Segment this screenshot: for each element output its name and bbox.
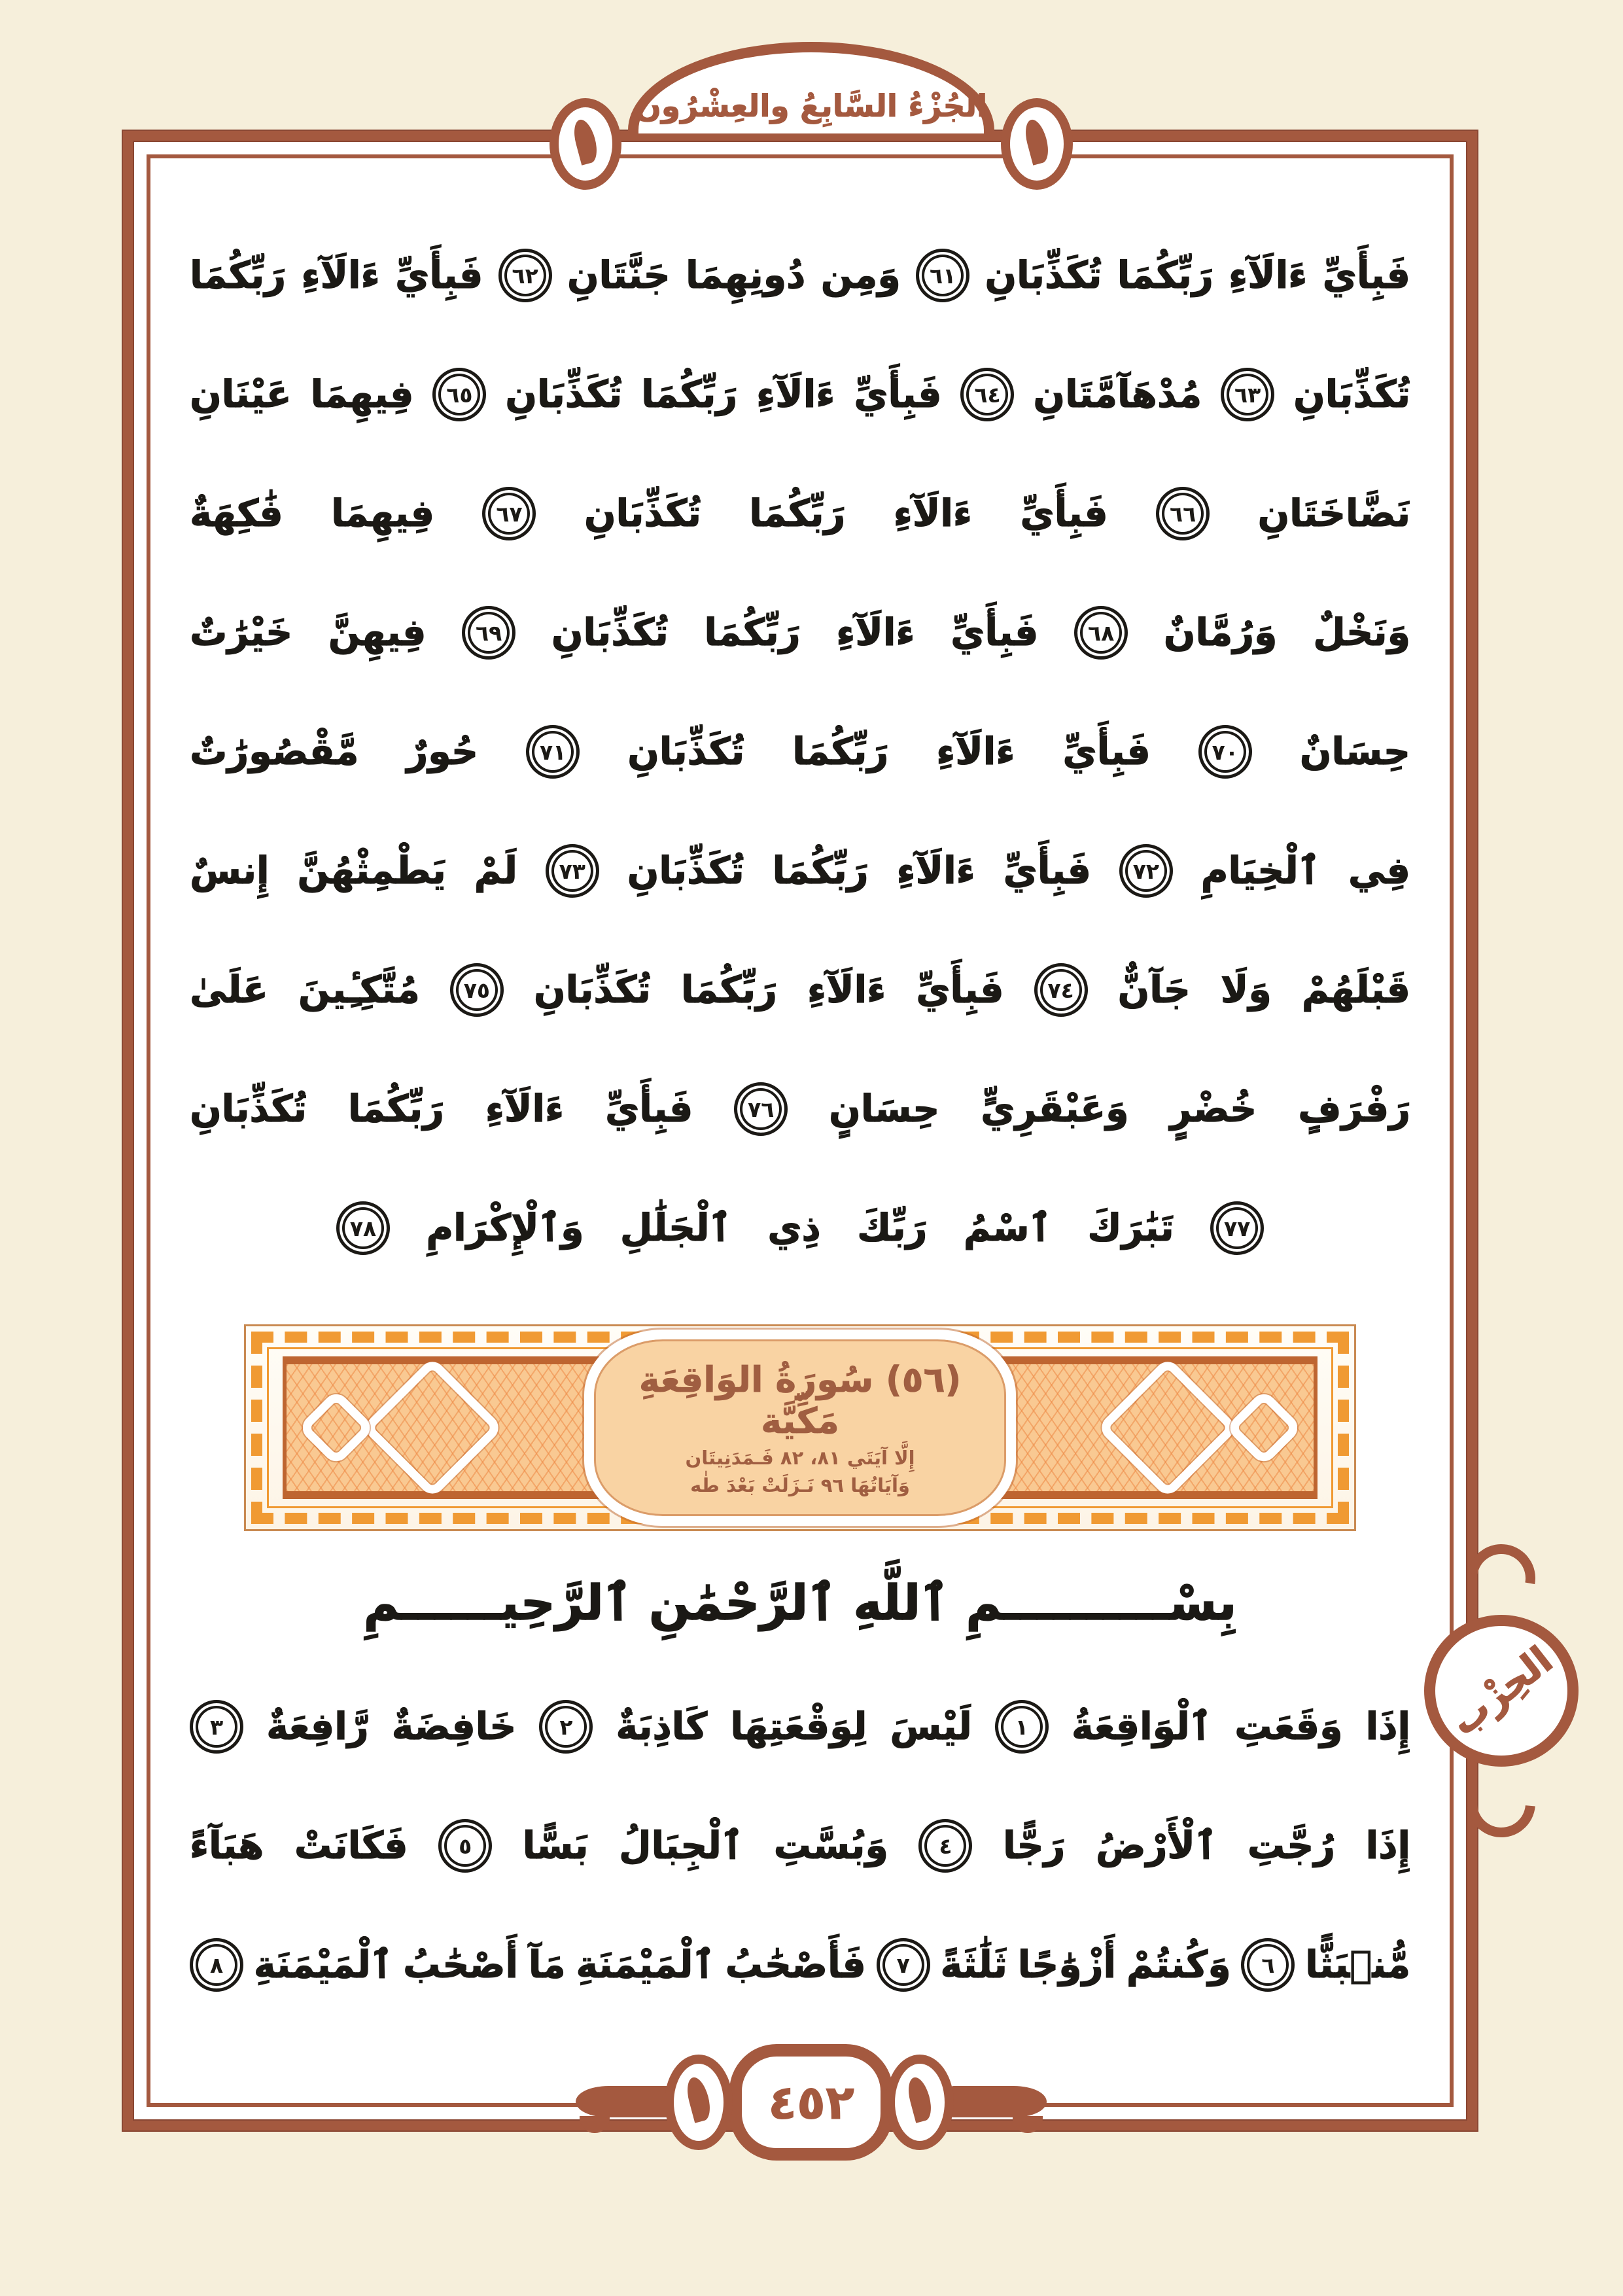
aya-number-marker: ٦٥ xyxy=(432,368,486,421)
quran-word: رَبِّكُمَا xyxy=(704,611,801,654)
paisley-icon xyxy=(905,2075,935,2123)
quran-word: لِوَقْعَتِهَا xyxy=(730,1705,867,1748)
quran-word: مَّقْصُورَٰتٌ xyxy=(190,730,359,773)
quran-word: فَبِأَيِّ xyxy=(1062,730,1151,773)
aya-number-marker: ٤ xyxy=(918,1819,972,1873)
quran-word: رَبِّكُمَا xyxy=(190,254,287,297)
text-area xyxy=(150,158,1450,2103)
quran-line xyxy=(190,1050,1410,1169)
quran-word: جَآنٌّ xyxy=(1117,968,1191,1012)
quran-word: خَافِضَةٌ xyxy=(391,1705,517,1748)
quran-word: فِيهِنَّ xyxy=(328,611,427,654)
quran-word: أَصْحَٰبُ xyxy=(403,1943,519,1987)
quran-word: قَبْلَهُمْ xyxy=(1301,968,1410,1012)
quran-word: مُدْهَآمَّتَانِ xyxy=(1033,373,1202,416)
quran-word: إِنسٌ xyxy=(190,849,270,892)
aya-number-marker: ٧٢ xyxy=(1119,844,1173,898)
quran-word: ءَالَآءِ xyxy=(1229,254,1308,297)
aya-number-marker: ٥ xyxy=(438,1819,492,1873)
scroll-ornament-bottom xyxy=(1454,1756,1550,1852)
paisley-icon xyxy=(570,117,601,165)
quran-word: عَلَىٰ xyxy=(190,968,268,1012)
quran-word: تُكَذِّبَانِ xyxy=(627,849,744,892)
quran-word: خَيْرَٰتٌ xyxy=(190,611,293,654)
quran-word: ٱلْوَاقِعَةُ xyxy=(1072,1705,1212,1748)
aya-number-marker: ٦١ xyxy=(916,249,969,302)
quran-word: ءَالَآءِ xyxy=(893,492,973,535)
surah-banner xyxy=(244,1324,1356,1531)
quran-word: رَبِّكُمَا xyxy=(792,730,889,773)
quran-line xyxy=(190,454,1410,573)
bismillah: بِسْــــــــــمِ ٱللَّهِ ٱلرَّحْمَٰنِ ٱلرَّحِيــــــمِ xyxy=(363,1575,1237,1631)
aya-number-marker: ٧٣ xyxy=(546,844,599,898)
quran-line xyxy=(190,573,1410,692)
quran-word: وَقَعَتِ xyxy=(1234,1705,1343,1748)
aya-number-marker: ٧٤ xyxy=(1034,963,1088,1017)
quran-word: ٱسْمُ xyxy=(963,1207,1051,1250)
quran-word: تُكَذِّبَانِ xyxy=(190,1087,307,1131)
quran-word: ٱلْمَيْمَنَةِ xyxy=(253,1943,393,1987)
inner-border xyxy=(147,154,1454,2107)
aya-number-marker: ٦٤ xyxy=(960,368,1014,421)
aya-number-marker: ٧٨ xyxy=(336,1201,390,1255)
quran-word: ذِي xyxy=(767,1207,821,1250)
header-ornament-left xyxy=(550,98,621,190)
quran-word: خُضْرٍ xyxy=(1170,1087,1257,1131)
quran-word: ءَالَآءِ xyxy=(896,849,975,892)
quran-word: ٱلْجَلَٰلِ xyxy=(620,1207,731,1250)
quran-word: فَبِأَيِّ xyxy=(395,254,483,297)
quran-word: تُكَذِّبَانِ xyxy=(551,611,669,654)
quran-word: يَطْمِثْهُنَّ xyxy=(297,849,446,892)
quran-line xyxy=(190,930,1410,1050)
wing-ornament-right xyxy=(949,2086,1047,2117)
quran-word: تُكَذِّبَانِ xyxy=(1293,373,1410,416)
quran-word: نَضَّاخَتَانِ xyxy=(1257,492,1410,535)
paisley-icon xyxy=(684,2075,714,2123)
quran-line xyxy=(190,1786,1410,1905)
page-number-cartouche xyxy=(595,2040,1027,2171)
quran-word: فَبِأَيِّ xyxy=(1003,849,1091,892)
quran-word: تُكَذِّبَانِ xyxy=(505,373,623,416)
quran-word: فَكَانَتْ xyxy=(294,1824,408,1867)
quran-word: ٱلْخِيَامِ xyxy=(1200,849,1321,892)
quran-word: ءَالَآءِ xyxy=(936,730,1015,773)
quran-word: إِذَا xyxy=(1365,1824,1410,1867)
quran-word: بَسًّا xyxy=(522,1824,589,1867)
quran-line xyxy=(190,811,1410,930)
aya-number-marker: ٧٠ xyxy=(1198,725,1252,779)
quran-word: عَيْنَانِ xyxy=(190,373,292,416)
aya-number-marker: ٦٣ xyxy=(1221,368,1274,421)
quran-word: ٱلْمَيْمَنَةِ xyxy=(576,1943,715,1987)
quran-line xyxy=(190,1905,1410,2024)
quran-word: تُكَذِّبَانِ xyxy=(533,968,651,1012)
quran-word: رَبِّكُمَا xyxy=(680,968,777,1012)
quran-word: رَبِّكُمَا xyxy=(347,1087,444,1131)
quran-word: رَبِّكُمَا xyxy=(1117,254,1213,297)
aya-number-marker: ٧٥ xyxy=(450,963,504,1017)
quran-word: فَٰكِهَةٌ xyxy=(190,492,283,535)
quran-lines-top xyxy=(190,216,1410,1288)
paisley-icon xyxy=(1022,117,1053,165)
aya-number-marker: ٨ xyxy=(190,1938,243,1992)
quran-word: وَٱلْإِكْرَامِ xyxy=(426,1207,584,1250)
hizb-medallion xyxy=(1424,1615,1579,1767)
quran-word: هَبَآءً xyxy=(190,1824,264,1867)
aya-number-marker: ٦٨ xyxy=(1074,606,1128,660)
quran-word: وَكُنتُمْ xyxy=(1126,1943,1231,1987)
quran-word: ءَالَآءِ xyxy=(807,968,886,1012)
quran-word: فَبِأَيِّ xyxy=(1020,492,1108,535)
aya-number-marker: ١ xyxy=(995,1700,1049,1754)
quran-line xyxy=(190,692,1410,811)
quran-word: ثَلَٰثَةً xyxy=(940,1943,1007,1987)
quran-word: وَرُمَّانٌ xyxy=(1163,611,1278,654)
quran-word: فِيهِمَا xyxy=(310,373,414,416)
quran-word: رَبِّكَ xyxy=(857,1207,928,1250)
aya-number-marker: ٦ xyxy=(1241,1938,1295,1992)
quran-word: حُورٌ xyxy=(406,730,479,773)
quran-line xyxy=(190,335,1410,454)
quran-word: ٱلْجِبَالُ xyxy=(619,1824,744,1867)
quran-word: ٱلْأَرْضُ xyxy=(1095,1824,1217,1867)
quran-word: ءَالَآءِ xyxy=(756,373,835,416)
quran-word: جَنَّتَانِ xyxy=(567,254,671,297)
quran-word: كَاذِبَةٌ xyxy=(616,1705,708,1748)
quran-word: فَبِأَيِّ xyxy=(854,373,942,416)
aya-number-marker: ٣ xyxy=(190,1700,243,1754)
aya-number-marker: ٧١ xyxy=(526,725,580,779)
surah-title-cartouche xyxy=(584,1330,1016,1526)
quran-word: فَبِأَيِّ xyxy=(951,611,1039,654)
quran-word: وَمِن xyxy=(820,254,901,297)
aya-number-marker: ٧٦ xyxy=(734,1082,788,1136)
page-number-pill xyxy=(729,2044,893,2161)
quran-word: وَعَبْقَرِيٍّ xyxy=(981,1087,1129,1131)
quran-word: ءَالَآءِ xyxy=(301,254,380,297)
aya-number-marker: ٧٧ xyxy=(1210,1201,1264,1255)
quran-line xyxy=(336,1169,1264,1288)
hizb-label: الحِزْب xyxy=(1441,1637,1561,1744)
hizb-marker xyxy=(1413,1544,1590,1884)
quran-word: دُونِهِمَا xyxy=(686,254,806,297)
aya-number-marker: ٦٧ xyxy=(482,487,536,540)
quran-word: فَأَصْحَٰبُ xyxy=(725,1943,866,1987)
aya-number-marker: ٦٢ xyxy=(498,249,552,302)
quran-lines-bottom xyxy=(190,1667,1410,2024)
page-border-frame xyxy=(123,131,1477,2130)
quran-word: رَجًّا xyxy=(1003,1824,1066,1867)
quran-word: فِي xyxy=(1348,849,1410,892)
quran-word: فِيهِمَا xyxy=(331,492,435,535)
quran-word: وَلَا xyxy=(1220,968,1272,1012)
quran-word: مَآ xyxy=(528,1943,566,1987)
aya-number-marker: ٧ xyxy=(877,1938,930,1992)
quran-word: وَبُسَّتِ xyxy=(773,1824,888,1867)
quran-word: رَبِّكُمَا xyxy=(641,373,738,416)
quran-word: حِسَانٍ xyxy=(829,1087,940,1131)
quran-word: فَبِأَيِّ xyxy=(916,968,1004,1012)
quran-word: تُكَذِّبَانِ xyxy=(584,492,701,535)
quran-word: لَمْ xyxy=(474,849,517,892)
footer-ornament-right xyxy=(886,2055,954,2150)
quran-word: رَبِّكُمَا xyxy=(772,849,869,892)
aya-number-marker: ٦٩ xyxy=(462,606,515,660)
quran-word: مُتَّكِـِٔينَ xyxy=(298,968,420,1012)
surah-note-exception: إِلَّا آيَتَي ٨١، ٨٢ فَـمَدَنِيتَان xyxy=(685,1447,915,1469)
wing-ornament-left xyxy=(576,2086,674,2117)
footer-ornament-left xyxy=(665,2055,733,2150)
quran-word: أَزْوَٰجًا xyxy=(1017,1943,1117,1987)
quran-word: تُكَذِّبَانِ xyxy=(627,730,745,773)
quran-word: ءَالَآءِ xyxy=(485,1087,565,1131)
quran-word: فَبِأَيِّ xyxy=(1322,254,1410,297)
aya-number-marker: ٦٦ xyxy=(1156,487,1210,540)
aya-number-marker: ٢ xyxy=(539,1700,593,1754)
quran-word: تَبَٰرَكَ xyxy=(1087,1207,1174,1250)
quran-word: فَبِأَيِّ xyxy=(605,1087,693,1131)
quran-word: ءَالَآءِ xyxy=(836,611,915,654)
juz-header-cartouche xyxy=(628,42,994,133)
quran-word: حِسَانٌ xyxy=(1299,730,1410,773)
quran-word: رُجَّتِ xyxy=(1247,1824,1336,1867)
juz-title: الجُزْءُ السَّابِعُ والعِشْرُون xyxy=(635,88,988,124)
quran-word: تُكَذِّبَانِ xyxy=(985,254,1102,297)
quran-word: رَبِّكُمَا xyxy=(749,492,846,535)
quran-word: مُّنۢبَثًّا xyxy=(1305,1943,1410,1987)
quran-line xyxy=(190,1667,1410,1786)
quran-line xyxy=(190,216,1410,335)
page-number: ٤٥٢ xyxy=(768,2075,854,2130)
surah-title: (٥٦) سُورَةُ الوَاقِعَةِ مَكِّيَّة xyxy=(638,1359,962,1441)
quran-word: إِذَا xyxy=(1365,1705,1410,1748)
quran-word: رَّافِعَةٌ xyxy=(266,1705,369,1748)
header-ornament-right xyxy=(1001,98,1073,190)
quran-word: رَفْرَفٍ xyxy=(1298,1087,1410,1131)
quran-word: لَيْسَ xyxy=(890,1705,972,1748)
quran-word: وَنَخْلٌ xyxy=(1313,611,1410,654)
scroll-ornament-top xyxy=(1454,1531,1549,1626)
surah-note-count: وَآيَاتُهَا ٩٦ نَـزَلَتْ بَعْدَ طٰه xyxy=(690,1474,910,1496)
